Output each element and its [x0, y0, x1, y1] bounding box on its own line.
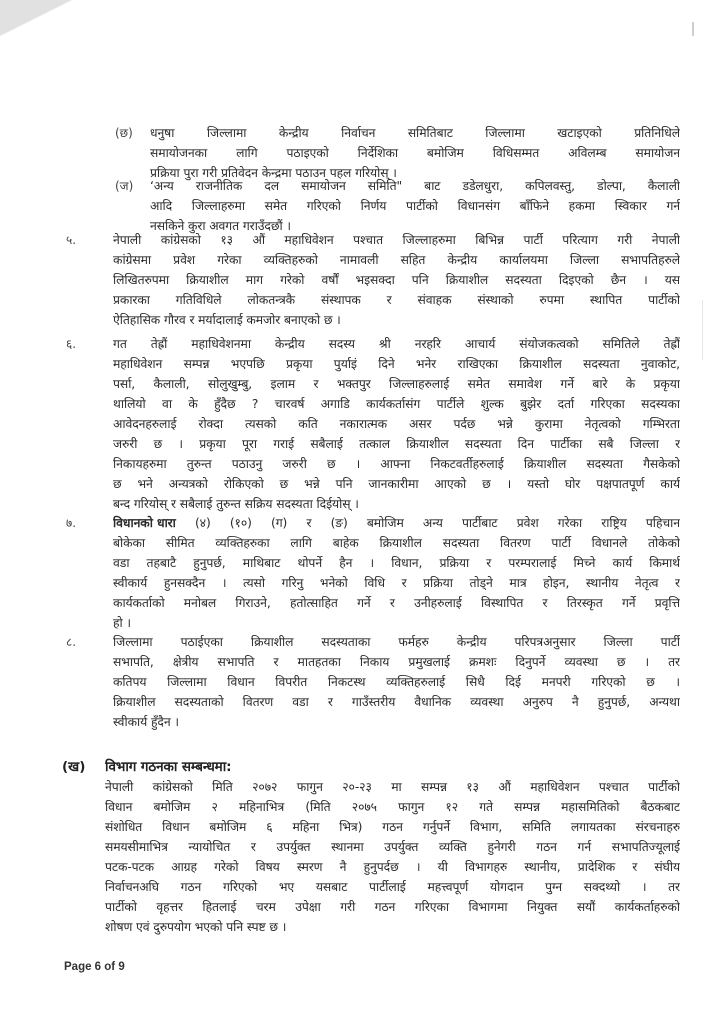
text-line: महाधिवेशन सम्पन्न भएपछि प्रकृया पुर्याइं दिने भनेर राखिएका क्रियाशील सदस्यता नुवाकोट,	[113, 357, 680, 371]
text-line: निकायहरुमा तुरुन्त पठाउनु जरुरी छ । आफ्ना निकटवर्तीहरुलाई क्रियाशील सदस्यता गैसकेको	[113, 457, 680, 471]
text-line: कार्यकर्ताको मनोबल गिराउने, हतोत्साहित गर्ने र उनीहरुलाई विस्थापित र तिरस्कृत गर्ने प्रवृत्ति	[113, 596, 680, 610]
item-marker: ७.	[66, 516, 77, 530]
text-line: छ भने अन्यत्रको रोकिएको छ भन्ने पनि जानकारीमा आएको छ । यस्तो घोर पक्षपातपूर्ण कार्य	[113, 477, 680, 491]
bold-lead-text: विधानको धारा	[113, 516, 176, 530]
text-line: प्रकारका गतिविधिले लोकतन्त्रकै संस्थापक र संवाहक संस्थाको रुपमा स्थापित पार्टीको	[113, 293, 680, 307]
scan-edge-mark	[692, 22, 694, 36]
text-line: नेपाली कांग्रेसको मिति २०७२ फागुन २०-२३ मा सम्पन्न १३ औं महाधिवेशन पश्चात पार्टीको	[105, 780, 680, 794]
text-line: कांग्रेसमा प्रवेश गरेका व्यक्तिहरुको नामावली सहित केन्द्रीय कार्यालयमा जिल्ला सभापतिहरुले	[113, 253, 680, 267]
text-line: सभापति, क्षेत्रीय सभापति र मातहतका निकाय प्रमुखलाई क्रमशः दिनुपर्ने व्यवस्था छ । तर	[113, 655, 680, 669]
text-line: स्वीकार्य हुनसक्दैन । त्यसो गरिनु भनेको विधि र प्रक्रिया तोड्ने मात्र होइन, स्थानीय नेतृत्व र	[113, 576, 680, 590]
text-line: हो ।	[113, 616, 131, 630]
text-line-rest: (४) (१०) (ग) र (ङ) बमोजिम अन्य पार्टीबाट प्रवेश गरेका राष्ट्रिय पहिचान	[175, 516, 680, 530]
item-text	[150, 176, 680, 236]
item-text	[113, 334, 680, 514]
text-line: बन्द गरियोस् र सबैलाई तुरुन्त सक्रिय सदस्यता दिईयोस् ।	[113, 497, 359, 511]
text-line: संशोधित विधान बमोजिम ६ महिना भित्र) गठन गर्नुपर्ने विभाग, समिति लगायतका संरचनाहरु	[105, 820, 680, 834]
item-marker: ५.	[66, 233, 77, 247]
text-line: जरुरी छ । प्रकृया पूरा गराई सबैलाई तत्काल क्रियाशील सदस्यता दिन पार्टीका सबै जिल्ला र	[113, 437, 680, 451]
text-line: समयसीमाभित्र न्यायोचित र उपर्युक्त स्थानमा उपर्युक्त व्यक्ति हुनेगरी गठन गर्न सभापतिज्यूलाई	[105, 840, 680, 854]
text-line: नसकिने कुरा अवगत गराउँदछौं ।	[150, 219, 291, 233]
item-marker: (ज)	[115, 179, 134, 193]
item-text	[150, 123, 680, 183]
section-body	[105, 757, 680, 937]
text-line: क्रियाशील सदस्यताको वितरण वडा र गाउँस्तरीय वैधानिक व्यवस्था अनुरुप नै हुनुपर्छ, अन्यथा	[113, 695, 680, 709]
text-line: पटक-पटक आग्रह गरेको विषय स्मरण नै हुनुपर्दछ । यी विभागहरु स्थानीय, प्रादेशिक र संघीय	[105, 860, 680, 874]
text-line: धनुषा जिल्लामा केन्द्रीय निर्वाचन समितिबाट जिल्लामा खटाइएको प्रतिनिधिले	[150, 126, 680, 140]
text-line: बोकेका सीमित व्यक्तिहरुका लागि बाहेक क्रियाशील सदस्यता वितरण पार्टी विधानले तोकेको	[113, 536, 680, 550]
item-text	[113, 632, 680, 732]
text-line: पार्टीको वृहत्तर हितलाई चरम उपेक्षा गरी गठन गरिएका विभागमा नियुक्त सयौं कार्यकर्ताहरुको	[105, 900, 680, 914]
text-line	[113, 513, 680, 533]
scan-edge-mark	[702, 300, 703, 360]
text-line: नेपाली कांग्रेसको १३ औं महाधिवेशन पश्चात जिल्लाहरुमा बिभिन्न पार्टी परित्याग गरी नेपाली	[113, 233, 680, 247]
text-line: थालियो वा के हुँदैछ ? चारवर्ष अगाडि कार्यकर्तासंग पार्टीले शुल्क बुझेर दर्ता गरिएका सदस्यका	[113, 397, 680, 411]
section-heading: विभाग गठनका सम्बन्धमा:	[105, 759, 232, 775]
text-line: विधान बमोजिम २ महिनाभित्र (मिति २०७५ फागुन १२ गते सम्पन्न महासमितिको बैठकबाट	[105, 800, 680, 814]
item-marker: ८.	[66, 635, 77, 649]
text-line: कतिपय जिल्लामा विधान विपरीत निकटस्थ व्यक्तिहरुलाई सिधै दिई मनपरी गरिएको छ ।	[113, 675, 680, 689]
text-line: ऐतिहासिक गौरव र मर्यादालाई कमजोर बनाएको छ ।	[113, 313, 341, 327]
item-marker: ६.	[66, 337, 77, 351]
item-text	[113, 230, 680, 330]
text-line: ‘अन्य राजनीतिक दल समायोजन समिति" बाट डडेलधुरा, कपिलवस्तु, डोल्पा, कैलाली	[150, 179, 680, 193]
text-line: समायोजनका लागि पठाइएको निर्देशिका बमोजिम विधिसम्मत अविलम्ब समायोजन	[150, 146, 680, 160]
text-line: वडा तहबाटै हुनुपर्छ, माथिबाट थोपर्ने हैन । विधान, प्रक्रिया र परम्परालाई मिच्ने कार्य किमार्थ	[113, 556, 680, 570]
text-line: आवेदनहरुलाई रोक्दा त्यसको कति नकारात्मक असर पर्दछ भन्ने कुरामा नेतृत्वको गम्भिरता	[113, 417, 680, 431]
text-line: स्वीकार्य हुँदैन ।	[113, 715, 179, 729]
text-line: गत तेह्रौं महाधिवेशनमा केन्द्रीय सदस्य श्री नरहरि आचार्य संयोजकत्वको समितिले तेह्रौं	[113, 337, 680, 351]
text-line: शोषण एवं दुरुपयोग भएको पनि स्पष्ट छ ।	[105, 920, 287, 934]
scan-corner-artifact	[0, 0, 72, 36]
text-line: पर्सा, कैलाली, सोलुखुम्बु, इलाम र भक्तपुर जिल्लाहरुलाई समेत समावेश गर्ने बारे के प्रकृया	[113, 377, 680, 391]
section-marker: (ख)	[62, 759, 86, 775]
text-line: जिल्लामा पठाईएका क्रियाशील सदस्यताका फर्महरु केन्द्रीय परिपत्रअनुसार जिल्ला पार्टी	[113, 635, 680, 649]
item-marker: (छ)	[115, 126, 133, 140]
page-number-footer: Page 6 of 9	[64, 961, 125, 973]
text-line: लिखितरुपमा क्रियाशील माग गरेको वर्षौं भइसक्दा पनि क्रियाशील सदस्यता दिइएको छैन । यस	[113, 273, 680, 287]
text-line: निर्वाचनअघि गठन गरिएको भए यसबाट पार्टीलाई महत्त्वपूर्ण योगदान पुग्न सक्दथ्यो । तर	[105, 880, 680, 894]
text-line: प्रक्रिया पुरा गरी प्रतिवेदन केन्द्रमा पठाउन पहल गरियोस् ।	[150, 166, 397, 180]
item-text	[113, 513, 680, 633]
text-line: आदि जिल्लाहरुमा समेत गरिएको निर्णय पार्टीको विधानसंग बाँफिने हकमा स्विकार गर्न	[150, 199, 680, 213]
